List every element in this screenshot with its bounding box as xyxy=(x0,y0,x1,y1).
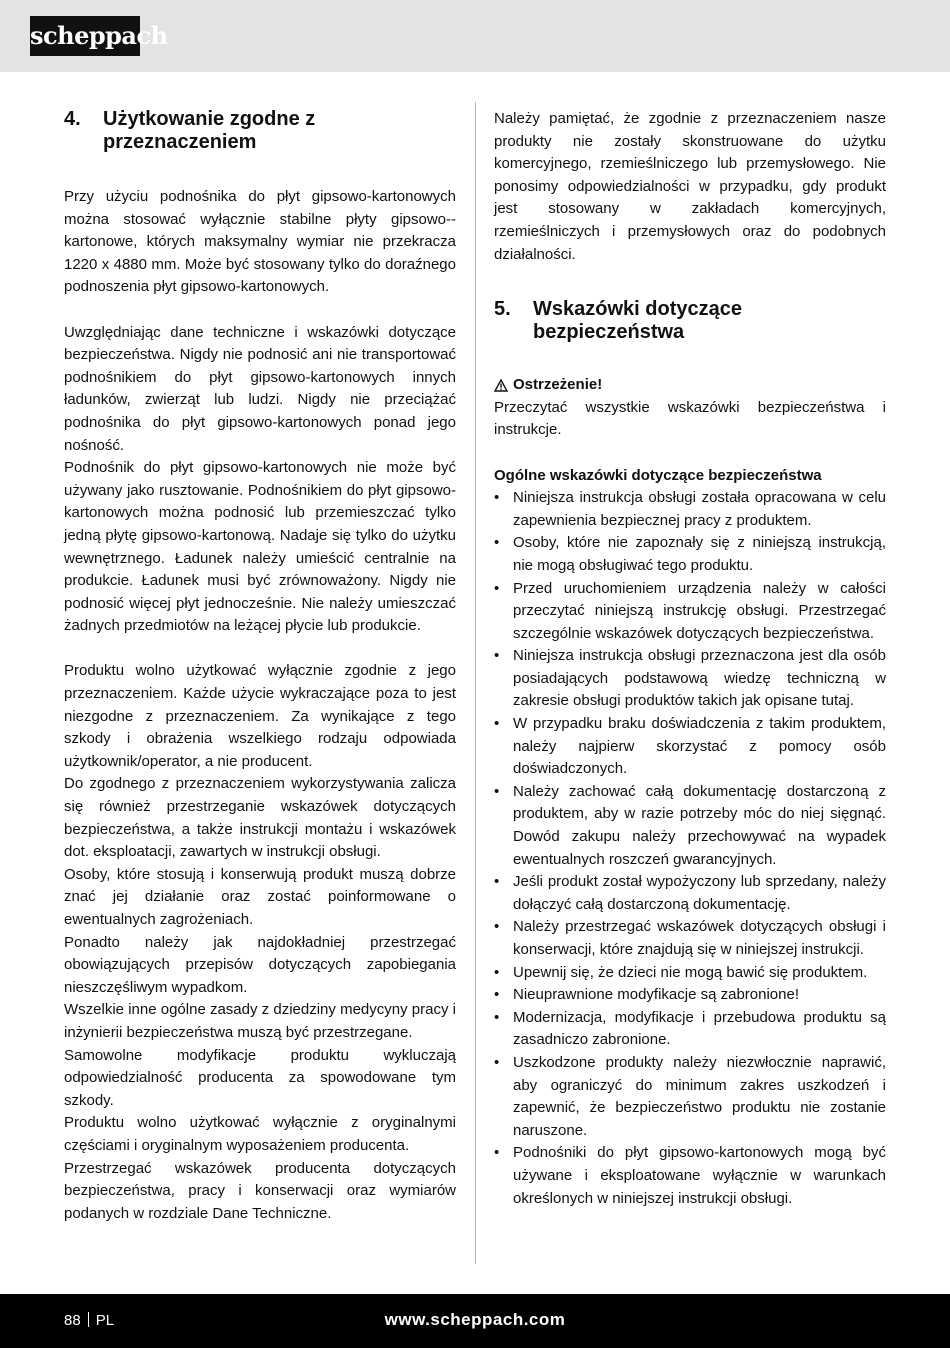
paragraph: Produktu wolno użytkować wyłącznie zgodnie z jego przeznaczeniem. Każde użycie wykraczające poza to jest niezgodne z przeznaczeniem. Za wynikające z tego szkody i obrażenia wszelkiego rodzaju odpowiada użytkownik/operator, a nie producent. xyxy=(64,662,456,770)
paragraph: Ponadto należy jak najdokładniej przestrzegać obowiązujących przepisów dotyczących zapobiegania nieszczęśliwym wypadkom. xyxy=(64,933,456,996)
safety-list xyxy=(494,487,886,1210)
section-title: Wskazówki dotyczące bezpieczeństwa xyxy=(533,298,742,344)
list-item-text: Osoby, które nie zapoznały się z niniejszą instrukcją, nie mogą obsługiwać tego produktu. xyxy=(513,534,886,574)
website-url[interactable]: www.scheppach.com xyxy=(384,1310,566,1329)
warning-text: Przeczytać wszystkie wskazówki bezpieczeństwa i instrukcje. xyxy=(494,398,886,439)
list-item-text: Modernizacja, modyfikacje i przebudowa produktu są zasadniczo zabronione. xyxy=(513,1008,886,1049)
list-item xyxy=(494,916,886,961)
language-code: PL xyxy=(95,1312,115,1329)
bullet-icon: • xyxy=(494,986,500,1004)
paragraph: Do zgodnego z przeznaczeniem wykorzystywania zalicza się również przestrzeganie wskazówek dotyczących bezpieczeństwa, a także instrukcji montażu i wskazówek dot. eksploatacji, zawartych w instrukcji obsługi. xyxy=(64,775,456,861)
list-item-text: Niniejsza instrukcja obsługi przeznaczona jest dla osób posiadających podstawową wiedzę techniczną w zakresie obsługi produktów takich jak opisane tutaj. xyxy=(513,647,886,710)
list-item-text: Podnośniki do płyt gipsowo-kartonowych mogą być używane i eksploatowane wyłącznie w warunkach określonych w niniejszej instrukcji obsługi. xyxy=(513,1144,886,1207)
list-item-text: Niniejsza instrukcja obsługi została opracowana w celu zapewnienia bezpiecznej pracy z produktem. xyxy=(513,489,886,529)
list-item xyxy=(494,487,886,532)
section-5-heading xyxy=(494,298,886,344)
warning-label xyxy=(494,374,886,397)
paragraph: Osoby, które stosują i konserwują produkt muszą dobrze znać jej działanie oraz zostać poinformowane o ewentualnych zagrożeniach. xyxy=(64,865,456,928)
list-item xyxy=(494,713,886,781)
bullet-icon: • xyxy=(494,1144,500,1162)
list-item xyxy=(494,871,886,916)
paragraph: Należy pamiętać, że zgodnie z przeznaczeniem nasze produkty nie zostały skonstruowane do użytku komercyjnego, rzemieślniczego lub przemysłowego. Nie ponosimy odpowiedzialności w przypadku, gdy produkt jest stosowany w zakładach komercyjnych, rzemieślniczych i przemysłowych oraz do podobnych działalności. xyxy=(494,110,886,263)
paragraph: Przestrzegać wskazówek producenta dotyczących bezpieczeństwa, pracy i konserwacji oraz wymiarów podanych w rozdziale Dane Techniczne. xyxy=(64,1159,456,1222)
list-item-text: Należy przestrzegać wskazówek dotyczących obsługi i konserwacji, które znajdują się w niniejszej instrukcji. xyxy=(513,918,886,958)
paragraph: Podnośnik do płyt gipsowo-kartonowych nie może być używany jako rusztowanie. Podnośnikiem do płyt gipsowo-kartonowych można podnosić lub przemieszczać tylko jedną płytę gipsowo-kartonową. Nadaje się tylko do użytku wewnętrznego. Ładunek należy umieścić centralnie na produkcie. Ładunek musi być zrównoważony. Nigdy nie podnosić więcej płyt jednocześnie. Nie należy umieszczać żadnych przedmiotów na leżącej płycie lub produkcie. xyxy=(64,459,456,635)
bullet-icon: • xyxy=(494,489,500,507)
brand-logo: scheppach xyxy=(30,16,140,56)
warning-triangle-icon xyxy=(494,379,508,392)
bullet-icon: • xyxy=(494,715,500,733)
list-item-text: Przed uruchomieniem urządzenia należy w całości przeczytać niniejszą instrukcję obsługi. Przestrzegać szczególnie wskazówek dotyczących bezpieczeństwa. xyxy=(513,579,886,642)
paragraph: Przy użyciu podnośnika do płyt gipsowo-kartonowych można stosować wyłącznie stabilne płyty gipsowo--kartonowe, których maksymalny wymiar nie przekracza 1220 x 4880 mm. Może być stosowany tylko do doraźnego podnoszenia płyt gipsowo-kartonowych. xyxy=(64,188,456,296)
list-item-text: Upewnij się, że dzieci nie mogą bawić się produktem. xyxy=(513,963,868,981)
bullet-icon: • xyxy=(494,918,500,936)
bullet-icon: • xyxy=(494,1053,500,1071)
bullet-icon: • xyxy=(494,647,500,665)
list-item xyxy=(494,962,886,985)
bullet-icon: • xyxy=(494,873,500,891)
bullet-icon: • xyxy=(494,579,500,597)
list-item xyxy=(494,1142,886,1210)
list-item xyxy=(494,984,886,1007)
paragraph: Produktu wolno użytkować wyłącznie z oryginalnymi częściami i oryginalnym wyposażeniem producenta. xyxy=(64,1114,456,1154)
section-number: 4. xyxy=(64,108,81,130)
list-item-text: Należy zachować całą dokumentację dostarczoną z produktem, aby w razie potrzeby móc do niej sięgnąć. Dowód zakupu należy przechowywać na wypadek ewentualnych roszczeń gwarancyjnych. xyxy=(513,782,886,868)
bullet-icon: • xyxy=(494,782,500,800)
section-title: Użytkowanie zgodne z przeznaczeniem xyxy=(103,108,316,153)
subsection-heading: Ogólne wskazówki dotyczące bezpieczeństwa xyxy=(494,466,822,484)
paragraph: Samowolne modyfikacje produktu wykluczają odpowiedzialność producenta za spowodowane tym szkody. xyxy=(64,1046,456,1109)
column-divider xyxy=(475,102,476,1264)
bullet-icon: • xyxy=(494,534,500,552)
page-number: 88 xyxy=(64,1312,81,1329)
left-column xyxy=(64,108,456,1225)
list-item xyxy=(494,532,886,577)
list-item xyxy=(494,645,886,713)
paragraph: Wszelkie inne ogólne zasady z dziedziny medycyny pracy i inżynierii bezpieczeństwa muszą być przestrzegane. xyxy=(64,1001,456,1041)
page-header xyxy=(0,0,950,72)
warning-title: Ostrzeżenie! xyxy=(513,376,603,394)
list-item-text: Nieuprawnione modyfikacje są zabronione! xyxy=(513,986,799,1004)
list-item xyxy=(494,781,886,871)
bullet-icon: • xyxy=(494,1008,500,1026)
page-footer xyxy=(0,1294,950,1348)
paragraph: Uwzględniając dane techniczne i wskazówki dotyczące bezpieczeństwa. Nigdy nie podnosić ani nie transportować podnośnikiem do płyt gipsowo-kartonowych innych ładunków, zwierząt lub ludzi. Nigdy nie przeciążać podnośnika do płyt gipsowo-kartonowych ponad jego nośność. xyxy=(64,323,456,454)
list-item-text: Uszkodzone produkty należy niezwłocznie naprawić, aby ograniczyć do minimum zakres uszkodzeń i zapewnić, że bezpieczeństwo produktu nie zostanie naruszone. xyxy=(513,1053,886,1139)
section-number: 5. xyxy=(494,298,511,321)
list-item xyxy=(494,1007,886,1052)
list-item xyxy=(494,1052,886,1142)
list-item xyxy=(494,578,886,646)
bullet-icon: • xyxy=(494,963,500,981)
list-item-text: Jeśli produkt został wypożyczony lub sprzedany, należy dołączyć całą dostarczoną dokumentację. xyxy=(513,873,886,913)
section-4-heading xyxy=(64,108,456,154)
list-item-text: W przypadku braku doświadczenia z takim produktem, należy najpierw skorzystać z pomocy osób doświadczonych. xyxy=(513,715,886,778)
right-column xyxy=(494,108,886,1210)
